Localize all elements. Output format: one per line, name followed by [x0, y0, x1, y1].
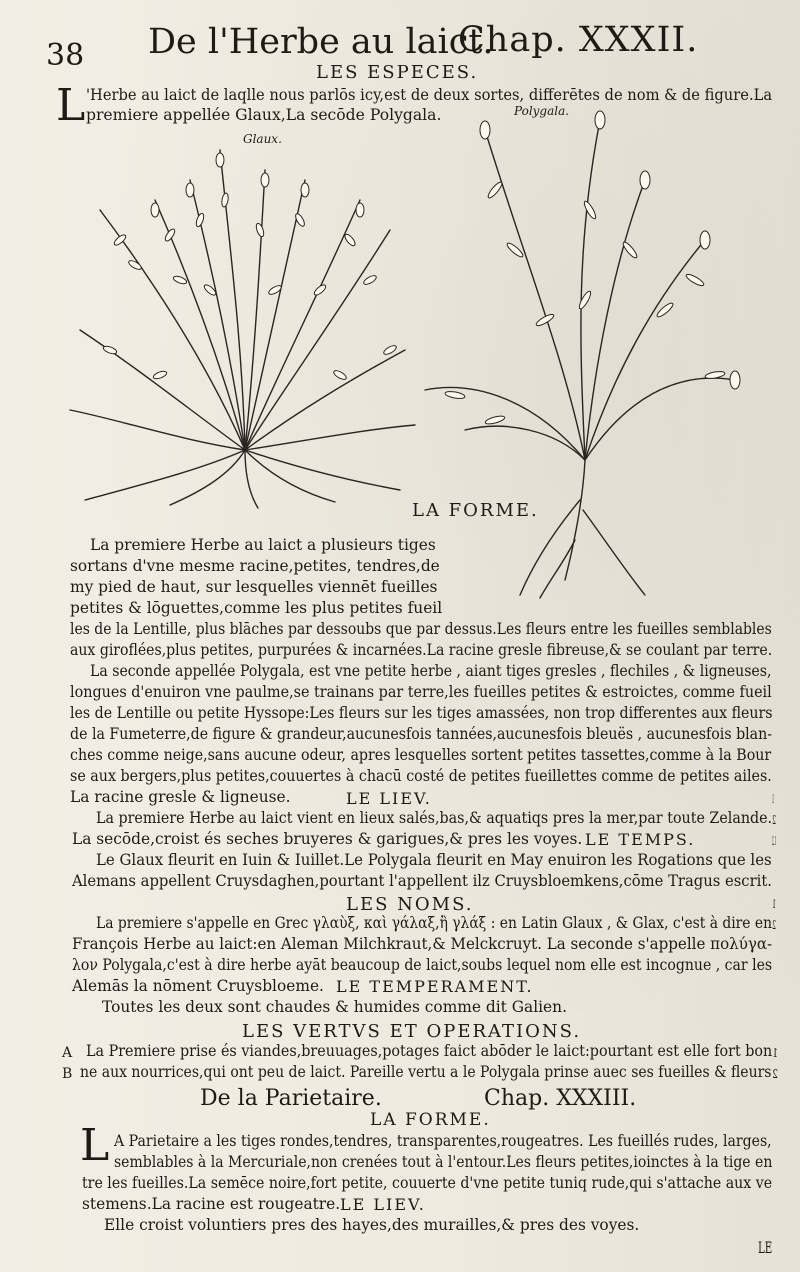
page-number: 38 — [46, 38, 85, 73]
margin-letter-b: B — [62, 1066, 73, 1082]
forme-text-line: les de la Lentille, plus blāches par dessoubs que par dessus.Les fleurs entre les fueilles semblables — [70, 620, 772, 638]
chapter-label: Chap. XXXII. — [458, 20, 699, 60]
forme-text-line: La racine gresle & ligneuse. — [70, 788, 291, 806]
species-text-line: premiere appellée Glaux,La secōde Polygala. — [86, 106, 442, 124]
noms-text-line: Alemās la nōment Cruysbloeme. — [72, 977, 324, 995]
species-heading: LES ESPECES. — [316, 62, 479, 83]
forme-text-line: se aux bergers,plus petites,couuertes à chacū costé de petites fueillettes comme de petites ailes. — [70, 767, 772, 785]
next-chapter-title: De la Parietaire. — [200, 1086, 382, 1111]
temperament-heading: LE TEMPERAMENT. — [336, 977, 534, 996]
next-chapter-number: Chap. XXXIII. — [484, 1086, 637, 1111]
polygala-woodcut-illustration — [415, 100, 760, 600]
noms-text-line: La premiere s'appelle en Grec γλαὺξ, καὶ γάλαξ,ἢ γλάξ : en Latin Glaux , & Glax, c'est à dire en — [96, 914, 773, 932]
species-text-line: 'Herbe au laict de laqlle nous parlōs icy,est de deux sortes, differētes de nom & de figure.La — [86, 86, 773, 104]
margin-number: 1.2 — [771, 834, 776, 848]
margin-number: 1 — [772, 1046, 778, 1060]
noms-heading: LES NOMS. — [346, 894, 474, 915]
next-text-line: stemens.La racine est rougeatre. — [82, 1195, 341, 1213]
next-drop-cap: L — [80, 1120, 110, 1171]
temps-text-line: Alemans appellent Cruysdaghen,pourtant l'appellent ilz Cruysbloemkens,cōme Tragus escrit. — [72, 872, 772, 890]
forme-text-line: La premiere Herbe au laict a plusieurs tiges — [90, 536, 436, 554]
forme-text-line: my pied de haut, sur lesquelles viennēt fueilles — [70, 578, 438, 596]
next-text-line: tre les fueilles.La semēce noire,fort petite, couuerte d'vne petite tuniq rude,qui s'attache aux ve — [82, 1174, 773, 1192]
vertus-text-line: La Premiere prise és viandes,breuuages,potages faict abōder le laict:pourtant est elle fort bon — [86, 1042, 773, 1060]
forme-text-line: les de Lentille ou petite Hyssope:Les fleurs sur les tiges amassées, non trop differentes aux fleurs — [70, 704, 773, 722]
next-text-line: A Parietaire a les tiges rondes,tendres, transparentes,rougeatres. Les fueillés rudes, larges, — [114, 1132, 772, 1150]
noms-text-line: λον Polygala,c'est à dire herbe ayāt beaucoup de laict,soubs lequel nom elle est incognue , car les — [72, 956, 773, 974]
forme-text-line: petites & lōguettes,comme les plus petites fueil — [70, 599, 443, 617]
margin-number: 2 — [772, 918, 776, 932]
lieu-text-line: La secōde,croist és seches bruyeres & garigues,& pres les voyes. — [72, 830, 583, 848]
glaux-woodcut-illustration — [60, 140, 430, 510]
next-text-line: semblables à la Mercuriale,non crenées tout à l'entour.Les fleurs petites,ioinctes à la tige en — [114, 1153, 773, 1171]
plant-label-glaux: Glaux. — [243, 132, 282, 146]
forme-heading: LA FORME. — [412, 500, 539, 521]
plant-label-polygala: Polygala. — [514, 104, 570, 118]
vertus-heading: LES VERTVS ET OPERATIONS. — [242, 1021, 582, 1042]
temps-heading: LE TEMPS. — [585, 830, 696, 849]
next-text-line: Elle croist voluntiers pres des hayes,des murailles,& pres des voyes. — [104, 1216, 640, 1234]
lieu-heading: LE LIEV. — [346, 789, 432, 808]
next-lieu-heading: LE LIEV. — [340, 1195, 426, 1214]
temps-text-line: Le Glaux fleurit en Iuin & Iuillet.Le Polygala fleurit en May enuiron les Rogations que les — [96, 851, 772, 869]
forme-text-line: de la Fumeterre,de figure & grandeur,aucunesfois tannées,aucunesfois bleuës , aucunesfois blan- — [70, 725, 773, 743]
drop-cap: L — [56, 80, 86, 131]
next-forme-heading: LA FORME. — [370, 1110, 491, 1130]
forme-text-line: longues d'enuiron vne paulme,se trainans par terre,les fueilles petites & estroictes, comme fueil — [70, 683, 772, 701]
temperament-text-line: Toutes les deux sont chaudes & humides comme dit Galien. — [102, 998, 567, 1016]
margin-letter-a: A — [62, 1045, 73, 1061]
margin-number: 1 — [772, 792, 774, 806]
forme-text-line: La seconde appellée Polygala, est vne petite herbe , aiant tiges gresles , flechiles , & ligneuses, — [90, 662, 772, 680]
noms-text-line: François Herbe au laict:en Aleman Milchkraut,& Melckcruyt. La seconde s'appelle πολύγα- — [72, 935, 773, 953]
forme-text-line: sortans d'vne mesme racine,petites, tendres,de — [70, 557, 440, 575]
forme-text-line: ches comme neige,sans aucune odeur, apres lesquelles sortent petites tassettes,comme à la Bour — [70, 746, 772, 764]
catchword: LE — [758, 1238, 773, 1257]
running-title: De l'Herbe au laict. — [148, 22, 494, 62]
margin-number: 2 — [772, 1067, 778, 1081]
margin-number: 2 — [772, 813, 776, 827]
margin-number: 1 — [772, 897, 776, 911]
forme-text-line: aux giroflées,plus petites, purpurées & incarnées.La racine gresle fibreuse,& se coulant par terre. — [70, 641, 773, 659]
vertus-text-line: ne aux nourrices,qui ont peu de laict. Pareille vertu a le Polygala prinse auec ses fueilles & fleurs — [80, 1063, 772, 1081]
lieu-text-line: La premiere Herbe au laict vient en lieux salés,bas,& aquatiqs pres la mer,par toute Zelande. — [96, 809, 773, 827]
